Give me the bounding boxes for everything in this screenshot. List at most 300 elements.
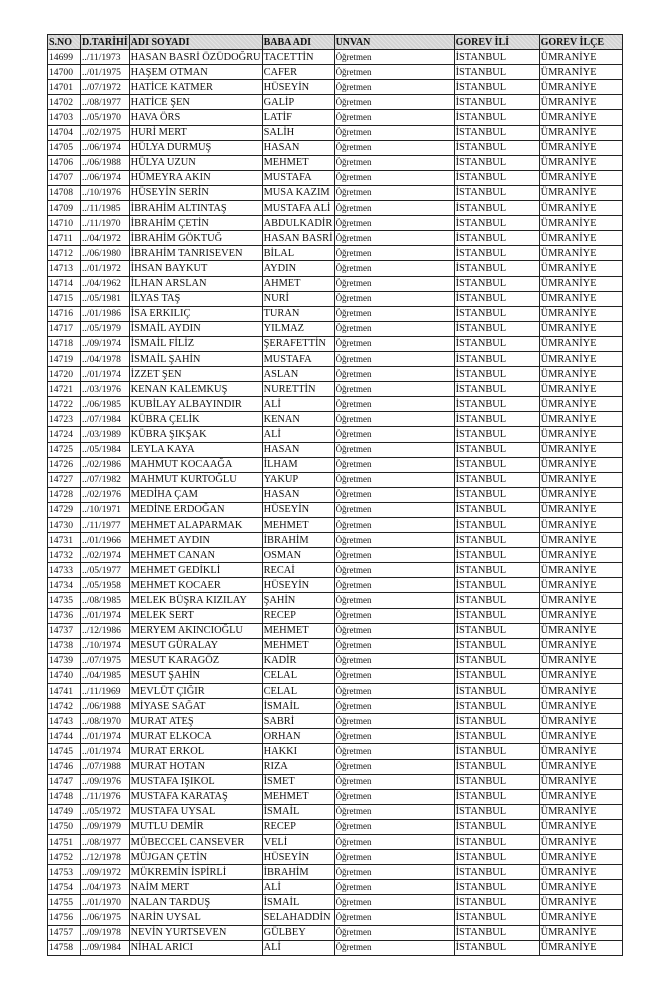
cell-full-name: MUSTAFA UYSAL <box>129 804 262 819</box>
cell-title: Öğretmen <box>334 865 454 880</box>
cell-full-name: NAİM MERT <box>129 880 262 895</box>
cell-province: İSTANBUL <box>454 95 539 110</box>
cell-birth-date: ../09/1974 <box>81 336 130 351</box>
cell-father-name: ALİ <box>262 880 334 895</box>
cell-province: İSTANBUL <box>454 759 539 774</box>
cell-sno: 14735 <box>48 593 81 608</box>
cell-birth-date: ../09/1984 <box>81 940 130 955</box>
table-row <box>48 502 623 517</box>
cell-father-name: CELAL <box>262 684 334 699</box>
cell-title: Öğretmen <box>334 457 454 472</box>
table-row <box>48 925 623 940</box>
cell-sno: 14754 <box>48 880 81 895</box>
cell-sno: 14733 <box>48 563 81 578</box>
cell-province: İSTANBUL <box>454 231 539 246</box>
cell-province: İSTANBUL <box>454 518 539 533</box>
cell-birth-date: ../06/1985 <box>81 397 130 412</box>
cell-title: Öğretmen <box>334 140 454 155</box>
cell-sno: 14741 <box>48 684 81 699</box>
cell-district: ÜMRANİYE <box>539 306 622 321</box>
cell-birth-date: ../07/1975 <box>81 653 130 668</box>
cell-province: İSTANBUL <box>454 261 539 276</box>
cell-father-name: ALİ <box>262 397 334 412</box>
cell-district: ÜMRANİYE <box>539 623 622 638</box>
cell-title: Öğretmen <box>334 442 454 457</box>
cell-father-name: MEHMET <box>262 789 334 804</box>
cell-father-name: GÜLBEY <box>262 925 334 940</box>
cell-full-name: MELEK SERT <box>129 608 262 623</box>
cell-birth-date: ../06/1974 <box>81 140 130 155</box>
cell-title: Öğretmen <box>334 668 454 683</box>
cell-sno: 14720 <box>48 367 81 382</box>
cell-title: Öğretmen <box>334 246 454 261</box>
table-row <box>48 623 623 638</box>
cell-father-name: HÜSEYİN <box>262 80 334 95</box>
cell-province: İSTANBUL <box>454 185 539 200</box>
cell-full-name: MAHMUT KURTOĞLU <box>129 472 262 487</box>
cell-father-name: SABRİ <box>262 714 334 729</box>
cell-full-name: İBRAHİM ÇETİN <box>129 216 262 231</box>
cell-district: ÜMRANİYE <box>539 155 622 170</box>
cell-father-name: İSMAİL <box>262 699 334 714</box>
cell-title: Öğretmen <box>334 714 454 729</box>
cell-birth-date: ../01/1974 <box>81 608 130 623</box>
cell-district: ÜMRANİYE <box>539 502 622 517</box>
cell-father-name: HASAN <box>262 442 334 457</box>
table-header-row <box>48 35 623 50</box>
cell-title: Öğretmen <box>334 834 454 849</box>
table-row <box>48 653 623 668</box>
table-row <box>48 201 623 216</box>
table-row <box>48 291 623 306</box>
table-row <box>48 246 623 261</box>
cell-province: İSTANBUL <box>454 850 539 865</box>
cell-district: ÜMRANİYE <box>539 65 622 80</box>
cell-full-name: MÜJGAN ÇETİN <box>129 850 262 865</box>
cell-sno: 14713 <box>48 261 81 276</box>
cell-district: ÜMRANİYE <box>539 170 622 185</box>
cell-title: Öğretmen <box>334 563 454 578</box>
cell-full-name: İBRAHİM TANRISEVEN <box>129 246 262 261</box>
cell-sno: 14755 <box>48 895 81 910</box>
cell-title: Öğretmen <box>334 608 454 623</box>
cell-full-name: MEVLÜT ÇIĞIR <box>129 684 262 699</box>
cell-sno: 14706 <box>48 155 81 170</box>
cell-birth-date: ../02/1986 <box>81 457 130 472</box>
cell-district: ÜMRANİYE <box>539 759 622 774</box>
cell-title: Öğretmen <box>334 623 454 638</box>
cell-province: İSTANBUL <box>454 321 539 336</box>
cell-sno: 14731 <box>48 533 81 548</box>
cell-province: İSTANBUL <box>454 276 539 291</box>
cell-province: İSTANBUL <box>454 65 539 80</box>
cell-full-name: HATİCE ŞEN <box>129 95 262 110</box>
cell-birth-date: ../11/1973 <box>81 50 130 65</box>
cell-district: ÜMRANİYE <box>539 714 622 729</box>
table-row <box>48 804 623 819</box>
cell-birth-date: ../01/1966 <box>81 533 130 548</box>
cell-birth-date: ../03/1976 <box>81 382 130 397</box>
cell-full-name: MELEK BÜŞRA KIZILAY <box>129 593 262 608</box>
cell-full-name: İSMAİL AYDIN <box>129 321 262 336</box>
cell-birth-date: ../05/1972 <box>81 804 130 819</box>
cell-birth-date: ../05/1958 <box>81 578 130 593</box>
cell-sno: 14743 <box>48 714 81 729</box>
cell-province: İSTANBUL <box>454 533 539 548</box>
cell-father-name: CAFER <box>262 65 334 80</box>
cell-title: Öğretmen <box>334 95 454 110</box>
cell-full-name: HÜSEYİN SERİN <box>129 185 262 200</box>
table-row <box>48 834 623 849</box>
cell-district: ÜMRANİYE <box>539 231 622 246</box>
cell-father-name: HÜSEYİN <box>262 578 334 593</box>
cell-sno: 14705 <box>48 140 81 155</box>
table-row <box>48 306 623 321</box>
cell-sno: 14745 <box>48 744 81 759</box>
cell-birth-date: ../11/1977 <box>81 518 130 533</box>
cell-province: İSTANBUL <box>454 699 539 714</box>
cell-birth-date: ../08/1977 <box>81 95 130 110</box>
table-row <box>48 216 623 231</box>
cell-father-name: MUSA KAZIM <box>262 185 334 200</box>
table-row <box>48 789 623 804</box>
cell-district: ÜMRANİYE <box>539 699 622 714</box>
cell-full-name: MÜKREMİN İSPİRLİ <box>129 865 262 880</box>
cell-father-name: CELAL <box>262 668 334 683</box>
cell-birth-date: ../07/1984 <box>81 412 130 427</box>
cell-province: İSTANBUL <box>454 804 539 819</box>
cell-province: İSTANBUL <box>454 653 539 668</box>
cell-sno: 14727 <box>48 472 81 487</box>
cell-father-name: YILMAZ <box>262 321 334 336</box>
cell-birth-date: ../04/1985 <box>81 668 130 683</box>
cell-father-name: SALİH <box>262 125 334 140</box>
cell-district: ÜMRANİYE <box>539 925 622 940</box>
table-row <box>48 819 623 834</box>
cell-birth-date: ../02/1974 <box>81 548 130 563</box>
cell-province: İSTANBUL <box>454 502 539 517</box>
cell-sno: 14714 <box>48 276 81 291</box>
cell-district: ÜMRANİYE <box>539 276 622 291</box>
cell-district: ÜMRANİYE <box>539 472 622 487</box>
cell-district: ÜMRANİYE <box>539 684 622 699</box>
table-row <box>48 457 623 472</box>
cell-sno: 14704 <box>48 125 81 140</box>
cell-district: ÜMRANİYE <box>539 140 622 155</box>
cell-district: ÜMRANİYE <box>539 125 622 140</box>
cell-father-name: MEHMET <box>262 638 334 653</box>
cell-sno: 14710 <box>48 216 81 231</box>
cell-province: İSTANBUL <box>454 744 539 759</box>
cell-father-name: MUSTAFA ALİ <box>262 201 334 216</box>
cell-title: Öğretmen <box>334 382 454 397</box>
header-province: GOREV İLİ <box>454 35 539 50</box>
table-row <box>48 518 623 533</box>
table-row <box>48 427 623 442</box>
cell-district: ÜMRANİYE <box>539 865 622 880</box>
cell-father-name: RECEP <box>262 608 334 623</box>
table-row <box>48 382 623 397</box>
cell-district: ÜMRANİYE <box>539 729 622 744</box>
cell-district: ÜMRANİYE <box>539 789 622 804</box>
cell-district: ÜMRANİYE <box>539 246 622 261</box>
cell-province: İSTANBUL <box>454 834 539 849</box>
personnel-table <box>47 34 623 956</box>
cell-sno: 14718 <box>48 336 81 351</box>
cell-title: Öğretmen <box>334 50 454 65</box>
cell-birth-date: ../04/1962 <box>81 276 130 291</box>
cell-province: İSTANBUL <box>454 623 539 638</box>
cell-province: İSTANBUL <box>454 291 539 306</box>
cell-father-name: HASAN <box>262 140 334 155</box>
table-row <box>48 638 623 653</box>
table-row <box>48 155 623 170</box>
cell-full-name: NARİN UYSAL <box>129 910 262 925</box>
cell-father-name: İSMET <box>262 774 334 789</box>
table-row <box>48 744 623 759</box>
cell-sno: 14722 <box>48 397 81 412</box>
cell-full-name: MESUT ŞAHİN <box>129 668 262 683</box>
cell-sno: 14728 <box>48 487 81 502</box>
cell-title: Öğretmen <box>334 261 454 276</box>
cell-sno: 14709 <box>48 201 81 216</box>
table-row <box>48 231 623 246</box>
cell-birth-date: ../01/1974 <box>81 744 130 759</box>
cell-title: Öğretmen <box>334 578 454 593</box>
cell-province: İSTANBUL <box>454 170 539 185</box>
cell-birth-date: ../05/1979 <box>81 321 130 336</box>
cell-title: Öğretmen <box>334 518 454 533</box>
cell-sno: 14740 <box>48 668 81 683</box>
cell-title: Öğretmen <box>334 638 454 653</box>
cell-father-name: HÜSEYİN <box>262 502 334 517</box>
cell-full-name: MURAT ATEŞ <box>129 714 262 729</box>
cell-birth-date: ../01/1974 <box>81 729 130 744</box>
table-row <box>48 50 623 65</box>
cell-province: İSTANBUL <box>454 774 539 789</box>
cell-title: Öğretmen <box>334 321 454 336</box>
cell-district: ÜMRANİYE <box>539 216 622 231</box>
cell-full-name: İBRAHİM ALTINTAŞ <box>129 201 262 216</box>
cell-province: İSTANBUL <box>454 714 539 729</box>
cell-title: Öğretmen <box>334 744 454 759</box>
table-row <box>48 880 623 895</box>
cell-district: ÜMRANİYE <box>539 518 622 533</box>
cell-district: ÜMRANİYE <box>539 382 622 397</box>
cell-sno: 14712 <box>48 246 81 261</box>
cell-birth-date: ../06/1988 <box>81 155 130 170</box>
cell-sno: 14723 <box>48 412 81 427</box>
cell-full-name: HÜMEYRA AKIN <box>129 170 262 185</box>
cell-sno: 14732 <box>48 548 81 563</box>
cell-district: ÜMRANİYE <box>539 910 622 925</box>
cell-birth-date: ../09/1978 <box>81 925 130 940</box>
cell-birth-date: ../10/1976 <box>81 185 130 200</box>
cell-district: ÜMRANİYE <box>539 336 622 351</box>
cell-birth-date: ../04/1978 <box>81 351 130 366</box>
table-row <box>48 850 623 865</box>
cell-full-name: HAVA ÖRS <box>129 110 262 125</box>
table-row <box>48 110 623 125</box>
cell-full-name: MAHMUT KOCAAĞA <box>129 457 262 472</box>
cell-district: ÜMRANİYE <box>539 563 622 578</box>
cell-birth-date: ../03/1989 <box>81 427 130 442</box>
cell-birth-date: ../10/1974 <box>81 638 130 653</box>
cell-birth-date: ../01/1986 <box>81 306 130 321</box>
cell-district: ÜMRANİYE <box>539 50 622 65</box>
cell-full-name: MEHMET ALAPARMAK <box>129 518 262 533</box>
cell-full-name: MEHMET GEDİKLİ <box>129 563 262 578</box>
cell-full-name: İBRAHİM GÖKTUĞ <box>129 231 262 246</box>
cell-district: ÜMRANİYE <box>539 819 622 834</box>
cell-district: ÜMRANİYE <box>539 533 622 548</box>
cell-title: Öğretmen <box>334 155 454 170</box>
cell-sno: 14701 <box>48 80 81 95</box>
cell-district: ÜMRANİYE <box>539 80 622 95</box>
cell-father-name: ORHAN <box>262 729 334 744</box>
cell-province: İSTANBUL <box>454 140 539 155</box>
table-row <box>48 699 623 714</box>
cell-sno: 14747 <box>48 774 81 789</box>
cell-province: İSTANBUL <box>454 472 539 487</box>
table-row <box>48 442 623 457</box>
cell-district: ÜMRANİYE <box>539 548 622 563</box>
cell-title: Öğretmen <box>334 774 454 789</box>
cell-sno: 14730 <box>48 518 81 533</box>
cell-province: İSTANBUL <box>454 216 539 231</box>
cell-full-name: İLYAS TAŞ <box>129 291 262 306</box>
cell-province: İSTANBUL <box>454 246 539 261</box>
table-row <box>48 563 623 578</box>
cell-father-name: KENAN <box>262 412 334 427</box>
cell-father-name: LATİF <box>262 110 334 125</box>
table-row <box>48 276 623 291</box>
table-row <box>48 65 623 80</box>
cell-father-name: OSMAN <box>262 548 334 563</box>
cell-title: Öğretmen <box>334 548 454 563</box>
cell-district: ÜMRANİYE <box>539 578 622 593</box>
table-body <box>48 50 623 956</box>
cell-father-name: MUSTAFA <box>262 170 334 185</box>
table-row <box>48 125 623 140</box>
cell-title: Öğretmen <box>334 80 454 95</box>
cell-sno: 14757 <box>48 925 81 940</box>
cell-district: ÜMRANİYE <box>539 412 622 427</box>
cell-district: ÜMRANİYE <box>539 638 622 653</box>
table-row <box>48 351 623 366</box>
cell-title: Öğretmen <box>334 216 454 231</box>
cell-sno: 14737 <box>48 623 81 638</box>
cell-province: İSTANBUL <box>454 819 539 834</box>
cell-birth-date: ../05/1981 <box>81 291 130 306</box>
cell-father-name: KADİR <box>262 653 334 668</box>
cell-province: İSTANBUL <box>454 155 539 170</box>
cell-full-name: KUBİLAY ALBAYINDIR <box>129 397 262 412</box>
table-row <box>48 910 623 925</box>
cell-district: ÜMRANİYE <box>539 850 622 865</box>
cell-father-name: SELAHADDİN <box>262 910 334 925</box>
cell-sno: 14736 <box>48 608 81 623</box>
table-row <box>48 593 623 608</box>
table-row <box>48 336 623 351</box>
cell-birth-date: ../04/1972 <box>81 231 130 246</box>
cell-district: ÜMRANİYE <box>539 201 622 216</box>
cell-father-name: NURİ <box>262 291 334 306</box>
cell-father-name: NURETTİN <box>262 382 334 397</box>
cell-birth-date: ../11/1969 <box>81 684 130 699</box>
cell-district: ÜMRANİYE <box>539 397 622 412</box>
cell-district: ÜMRANİYE <box>539 261 622 276</box>
cell-full-name: HURİ MERT <box>129 125 262 140</box>
cell-full-name: LEYLA KAYA <box>129 442 262 457</box>
cell-full-name: MEDİNE ERDOĞAN <box>129 502 262 517</box>
cell-full-name: İSMAİL FİLİZ <box>129 336 262 351</box>
cell-district: ÜMRANİYE <box>539 110 622 125</box>
cell-father-name: MEHMET <box>262 155 334 170</box>
cell-birth-date: ../12/1986 <box>81 623 130 638</box>
table-row <box>48 668 623 683</box>
cell-birth-date: ../01/1974 <box>81 367 130 382</box>
cell-title: Öğretmen <box>334 684 454 699</box>
cell-sno: 14724 <box>48 427 81 442</box>
table-row <box>48 759 623 774</box>
cell-sno: 14729 <box>48 502 81 517</box>
cell-province: İSTANBUL <box>454 910 539 925</box>
cell-title: Öğretmen <box>334 306 454 321</box>
table-row <box>48 80 623 95</box>
cell-district: ÜMRANİYE <box>539 487 622 502</box>
cell-sno: 14711 <box>48 231 81 246</box>
cell-birth-date: ../09/1972 <box>81 865 130 880</box>
cell-title: Öğretmen <box>334 110 454 125</box>
header-sno: S.NO <box>48 35 81 50</box>
cell-full-name: MİYASE SAĞAT <box>129 699 262 714</box>
cell-district: ÜMRANİYE <box>539 774 622 789</box>
cell-sno: 14756 <box>48 910 81 925</box>
cell-province: İSTANBUL <box>454 351 539 366</box>
cell-full-name: HATİCE KATMER <box>129 80 262 95</box>
cell-title: Öğretmen <box>334 850 454 865</box>
cell-birth-date: ../10/1971 <box>81 502 130 517</box>
cell-father-name: İLHAM <box>262 457 334 472</box>
cell-province: İSTANBUL <box>454 578 539 593</box>
cell-birth-date: ../07/1972 <box>81 80 130 95</box>
cell-birth-date: ../02/1976 <box>81 487 130 502</box>
cell-full-name: İHSAN BAYKUT <box>129 261 262 276</box>
cell-title: Öğretmen <box>334 502 454 517</box>
cell-father-name: YAKUP <box>262 472 334 487</box>
cell-birth-date: ../07/1988 <box>81 759 130 774</box>
cell-father-name: MUSTAFA <box>262 351 334 366</box>
cell-full-name: NEVİN YURTSEVEN <box>129 925 262 940</box>
cell-province: İSTANBUL <box>454 789 539 804</box>
cell-title: Öğretmen <box>334 351 454 366</box>
cell-district: ÜMRANİYE <box>539 593 622 608</box>
cell-province: İSTANBUL <box>454 382 539 397</box>
cell-district: ÜMRANİYE <box>539 880 622 895</box>
cell-father-name: İBRAHİM <box>262 533 334 548</box>
cell-birth-date: ../01/1972 <box>81 261 130 276</box>
cell-province: İSTANBUL <box>454 367 539 382</box>
cell-sno: 14752 <box>48 850 81 865</box>
cell-province: İSTANBUL <box>454 412 539 427</box>
cell-father-name: ASLAN <box>262 367 334 382</box>
cell-sno: 14702 <box>48 95 81 110</box>
cell-district: ÜMRANİYE <box>539 653 622 668</box>
cell-province: İSTANBUL <box>454 548 539 563</box>
cell-sno: 14715 <box>48 291 81 306</box>
cell-full-name: KÜBRA ÇELİK <box>129 412 262 427</box>
